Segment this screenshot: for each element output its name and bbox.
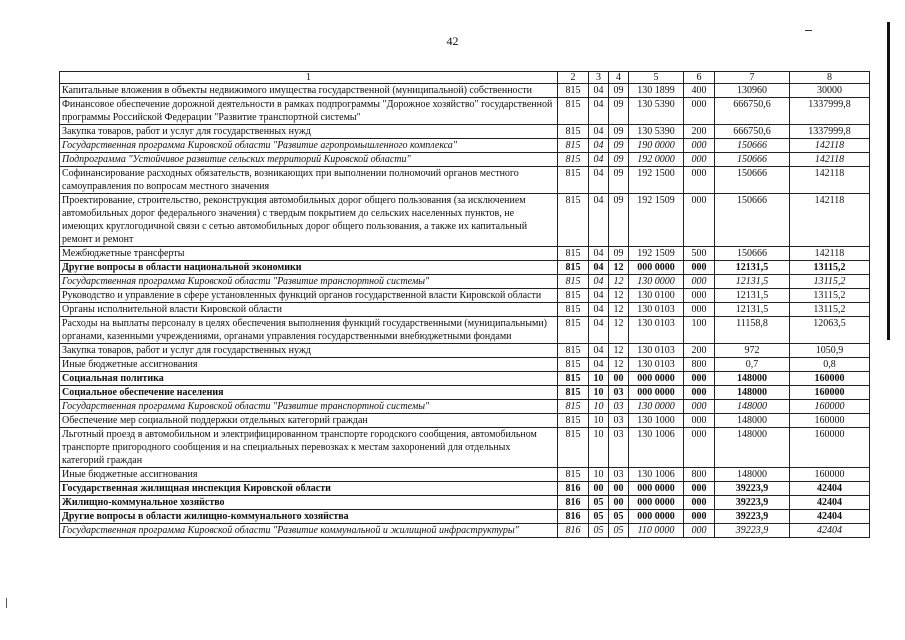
cell-subsection: 03	[609, 468, 629, 482]
cell-expense-type: 000	[684, 289, 715, 303]
cell-amount-2016: 142118	[790, 167, 870, 194]
table-row	[60, 372, 870, 386]
cell-subsection: 12	[609, 358, 629, 372]
cell-description: Государственная жилищная инспекция Кировской области	[60, 482, 558, 496]
cell-amount-2015: 12131,5	[715, 303, 790, 317]
cell-chapter: 815	[558, 317, 589, 344]
cell-target-article: 000 0000	[629, 482, 684, 496]
cell-subsection: 12	[609, 303, 629, 317]
cell-amount-2015: 148000	[715, 372, 790, 386]
cell-description: Органы исполнительной власти Кировской области	[60, 303, 558, 317]
cell-expense-type: 400	[684, 84, 715, 98]
cell-amount-2016: 160000	[790, 386, 870, 400]
cell-section: 04	[589, 167, 609, 194]
page-number: 42	[446, 34, 459, 48]
cell-target-article: 130 1000	[629, 414, 684, 428]
cell-expense-type: 800	[684, 468, 715, 482]
cell-amount-2016: 142118	[790, 139, 870, 153]
table-row	[60, 303, 870, 317]
cell-amount-2016: 160000	[790, 400, 870, 414]
cell-amount-2015: 148000	[715, 414, 790, 428]
cell-section: 04	[589, 125, 609, 139]
cell-description: Закупка товаров, работ и услуг для государственных нужд	[60, 344, 558, 358]
cell-amount-2016: 1337999,8	[790, 125, 870, 139]
cell-description: Проектирование, строительство, реконструкция автомобильных дорог общего пользования (за исключением автомобильных дорог федерального значения) с твердым покрытием до сельских населенных пунктов, не имеющих круглогодичной связи с сетью автомобильных дорог общего пользования, а также их капитальный ремонт и ремонт	[60, 194, 558, 247]
cell-subsection: 05	[609, 524, 629, 538]
cell-chapter: 816	[558, 496, 589, 510]
cell-amount-2016: 42404	[790, 496, 870, 510]
table-row	[60, 153, 870, 167]
cell-subsection: 09	[609, 125, 629, 139]
table-row	[60, 98, 870, 125]
cell-amount-2016: 1050,9	[790, 344, 870, 358]
cell-chapter: 815	[558, 386, 589, 400]
cell-chapter: 815	[558, 139, 589, 153]
cell-amount-2015: 150666	[715, 194, 790, 247]
scan-dash-mark	[805, 30, 812, 31]
cell-amount-2016: 13115,2	[790, 261, 870, 275]
header-col-7: 7	[715, 72, 790, 84]
table-row	[60, 84, 870, 98]
cell-expense-type: 000	[684, 386, 715, 400]
cell-target-article: 130 0103	[629, 344, 684, 358]
table-row	[60, 482, 870, 496]
cell-expense-type: 000	[684, 167, 715, 194]
cell-amount-2015: 150666	[715, 167, 790, 194]
table-row	[60, 510, 870, 524]
cell-amount-2016: 160000	[790, 414, 870, 428]
cell-description: Иные бюджетные ассигнования	[60, 358, 558, 372]
cell-amount-2015: 148000	[715, 400, 790, 414]
table-row	[60, 468, 870, 482]
cell-subsection: 09	[609, 194, 629, 247]
cell-expense-type: 000	[684, 153, 715, 167]
cell-section: 04	[589, 358, 609, 372]
cell-target-article: 130 1006	[629, 468, 684, 482]
cell-amount-2016: 13115,2	[790, 275, 870, 289]
cell-target-article: 130 1006	[629, 428, 684, 468]
cell-subsection: 05	[609, 510, 629, 524]
cell-description: Подпрограмма "Устойчивое развитие сельских территорий Кировской области"	[60, 153, 558, 167]
cell-section: 00	[589, 482, 609, 496]
cell-chapter: 815	[558, 98, 589, 125]
cell-amount-2015: 150666	[715, 139, 790, 153]
cell-amount-2016: 142118	[790, 247, 870, 261]
cell-expense-type: 000	[684, 275, 715, 289]
table-row	[60, 317, 870, 344]
cell-subsection: 12	[609, 289, 629, 303]
cell-description: Закупка товаров, работ и услуг для государственных нужд	[60, 125, 558, 139]
cell-description: Иные бюджетные ассигнования	[60, 468, 558, 482]
cell-target-article: 000 0000	[629, 510, 684, 524]
table-row	[60, 194, 870, 247]
cell-amount-2015: 148000	[715, 468, 790, 482]
cell-target-article: 130 0103	[629, 317, 684, 344]
table-row	[60, 275, 870, 289]
cell-expense-type: 100	[684, 317, 715, 344]
cell-description: Другие вопросы в области жилищно-коммунального хозяйства	[60, 510, 558, 524]
cell-expense-type: 000	[684, 524, 715, 538]
table-row	[60, 386, 870, 400]
cell-section: 10	[589, 414, 609, 428]
cell-amount-2016: 42404	[790, 482, 870, 496]
cell-amount-2016: 142118	[790, 194, 870, 247]
cell-expense-type: 000	[684, 194, 715, 247]
cell-description: Государственная программа Кировской области "Развитие коммунальной и жилищной инфраструктуры"	[60, 524, 558, 538]
cell-expense-type: 200	[684, 125, 715, 139]
budget-table	[59, 71, 870, 538]
cell-amount-2016: 1337999,8	[790, 98, 870, 125]
cell-subsection: 09	[609, 84, 629, 98]
cell-target-article: 192 1500	[629, 167, 684, 194]
cell-amount-2015: 39223,9	[715, 482, 790, 496]
cell-section: 04	[589, 289, 609, 303]
cell-expense-type: 000	[684, 139, 715, 153]
cell-chapter: 815	[558, 303, 589, 317]
cell-description: Социальное обеспечение населения	[60, 386, 558, 400]
cell-target-article: 130 5390	[629, 98, 684, 125]
cell-expense-type: 800	[684, 358, 715, 372]
cell-subsection: 03	[609, 414, 629, 428]
cell-description: Государственная программа Кировской области "Развитие транспортной системы"	[60, 275, 558, 289]
cell-amount-2015: 972	[715, 344, 790, 358]
cell-subsection: 03	[609, 386, 629, 400]
cell-chapter: 815	[558, 344, 589, 358]
cell-subsection: 09	[609, 98, 629, 125]
cell-section: 04	[589, 303, 609, 317]
cell-amount-2016: 13115,2	[790, 289, 870, 303]
cell-description: Социальная политика	[60, 372, 558, 386]
cell-chapter: 815	[558, 358, 589, 372]
cell-chapter: 815	[558, 167, 589, 194]
cell-section: 10	[589, 468, 609, 482]
cell-subsection: 09	[609, 167, 629, 194]
cell-expense-type: 000	[684, 496, 715, 510]
cell-chapter: 815	[558, 400, 589, 414]
cell-subsection: 03	[609, 400, 629, 414]
cell-section: 05	[589, 524, 609, 538]
header-col-3: 3	[589, 72, 609, 84]
cell-section: 05	[589, 496, 609, 510]
cell-subsection: 09	[609, 153, 629, 167]
cell-section: 04	[589, 275, 609, 289]
cell-amount-2016: 42404	[790, 510, 870, 524]
cell-expense-type: 000	[684, 428, 715, 468]
cell-section: 10	[589, 386, 609, 400]
cell-chapter: 815	[558, 275, 589, 289]
cell-target-article: 192 0000	[629, 153, 684, 167]
cell-amount-2015: 12131,5	[715, 289, 790, 303]
table-row	[60, 247, 870, 261]
cell-expense-type: 000	[684, 98, 715, 125]
cell-expense-type: 500	[684, 247, 715, 261]
cell-amount-2016: 160000	[790, 428, 870, 468]
cell-description: Финансовое обеспечение дорожной деятельности в рамках подпрограммы "Дорожное хозяйство" государственной программы Российской Федерации "Развитие транспортной системы"	[60, 98, 558, 125]
header-col-8: 8	[790, 72, 870, 84]
cell-amount-2015: 12131,5	[715, 275, 790, 289]
cell-section: 10	[589, 372, 609, 386]
cell-target-article: 000 0000	[629, 386, 684, 400]
cell-expense-type: 000	[684, 303, 715, 317]
cell-description: Межбюджетные трансферты	[60, 247, 558, 261]
cell-target-article: 000 0000	[629, 496, 684, 510]
cell-subsection: 09	[609, 139, 629, 153]
cell-section: 04	[589, 84, 609, 98]
cell-chapter: 815	[558, 428, 589, 468]
cell-description: Льготный проезд в автомобильном и электрифицированном транспорте городского сообщения, автомобильном транспорте пригородного сообщения и на специальных перевозках к местам захоронений для отдельных категорий граждан	[60, 428, 558, 468]
cell-subsection: 00	[609, 372, 629, 386]
cell-chapter: 816	[558, 524, 589, 538]
cell-chapter: 815	[558, 194, 589, 247]
cell-section: 04	[589, 139, 609, 153]
cell-subsection: 09	[609, 247, 629, 261]
table-row	[60, 400, 870, 414]
cell-chapter: 815	[558, 372, 589, 386]
cell-target-article: 000 0000	[629, 372, 684, 386]
cell-expense-type: 000	[684, 400, 715, 414]
cell-amount-2015: 39223,9	[715, 496, 790, 510]
cell-description: Обеспечение мер социальной поддержки отдельных категорий граждан	[60, 414, 558, 428]
cell-amount-2016: 13115,2	[790, 303, 870, 317]
cell-description: Государственная программа Кировской области "Развитие агропромышленного комплекса"	[60, 139, 558, 153]
cell-subsection: 12	[609, 317, 629, 344]
cell-subsection: 12	[609, 344, 629, 358]
scan-left-mark	[6, 598, 7, 608]
cell-chapter: 815	[558, 247, 589, 261]
table-row	[60, 358, 870, 372]
cell-target-article: 192 1509	[629, 194, 684, 247]
cell-target-article: 192 1509	[629, 247, 684, 261]
cell-chapter: 815	[558, 289, 589, 303]
scan-edge-bar	[887, 22, 890, 340]
cell-subsection: 12	[609, 275, 629, 289]
table-row	[60, 414, 870, 428]
cell-amount-2015: 666750,6	[715, 98, 790, 125]
cell-section: 04	[589, 194, 609, 247]
cell-amount-2016: 0,8	[790, 358, 870, 372]
cell-expense-type: 200	[684, 344, 715, 358]
cell-amount-2015: 11158,8	[715, 317, 790, 344]
cell-description: Жилищно-коммунальное хозяйство	[60, 496, 558, 510]
cell-amount-2015: 150666	[715, 153, 790, 167]
cell-description: Капитальные вложения в объекты недвижимого имущества государственной (муниципальной) собственности	[60, 84, 558, 98]
cell-target-article: 130 5390	[629, 125, 684, 139]
cell-expense-type: 000	[684, 261, 715, 275]
cell-amount-2016: 12063,5	[790, 317, 870, 344]
cell-target-article: 130 0100	[629, 289, 684, 303]
table-row	[60, 428, 870, 468]
cell-subsection: 03	[609, 428, 629, 468]
cell-amount-2016: 30000	[790, 84, 870, 98]
cell-subsection: 12	[609, 261, 629, 275]
header-col-5: 5	[629, 72, 684, 84]
cell-expense-type: 000	[684, 510, 715, 524]
cell-chapter: 815	[558, 84, 589, 98]
cell-section: 04	[589, 317, 609, 344]
cell-amount-2015: 39223,9	[715, 524, 790, 538]
cell-section: 04	[589, 261, 609, 275]
cell-section: 05	[589, 510, 609, 524]
cell-amount-2015: 130960	[715, 84, 790, 98]
cell-chapter: 815	[558, 414, 589, 428]
cell-expense-type: 000	[684, 414, 715, 428]
table-row	[60, 524, 870, 538]
cell-amount-2015: 150666	[715, 247, 790, 261]
cell-chapter: 815	[558, 125, 589, 139]
cell-target-article: 130 0103	[629, 303, 684, 317]
table-row	[60, 261, 870, 275]
budget-table-body	[60, 72, 870, 538]
cell-chapter: 816	[558, 482, 589, 496]
cell-amount-2015: 666750,6	[715, 125, 790, 139]
cell-target-article: 130 1899	[629, 84, 684, 98]
table-row	[60, 167, 870, 194]
cell-section: 04	[589, 98, 609, 125]
cell-target-article: 130 0103	[629, 358, 684, 372]
cell-amount-2016: 42404	[790, 524, 870, 538]
header-col-4: 4	[609, 72, 629, 84]
cell-amount-2015: 0,7	[715, 358, 790, 372]
cell-amount-2015: 148000	[715, 386, 790, 400]
cell-target-article: 190 0000	[629, 139, 684, 153]
cell-description: Государственная программа Кировской области "Развитие транспортной системы"	[60, 400, 558, 414]
cell-expense-type: 000	[684, 482, 715, 496]
cell-section: 04	[589, 247, 609, 261]
header-col-6: 6	[684, 72, 715, 84]
cell-target-article: 110 0000	[629, 524, 684, 538]
header-col-2: 2	[558, 72, 589, 84]
cell-chapter: 815	[558, 261, 589, 275]
cell-amount-2015: 12131,5	[715, 261, 790, 275]
table-row	[60, 344, 870, 358]
cell-target-article: 130 0000	[629, 275, 684, 289]
cell-amount-2016: 142118	[790, 153, 870, 167]
cell-amount-2015: 39223,9	[715, 510, 790, 524]
cell-chapter: 815	[558, 153, 589, 167]
header-col-1: 1	[60, 72, 558, 84]
cell-chapter: 815	[558, 468, 589, 482]
table-row	[60, 496, 870, 510]
cell-target-article: 000 0000	[629, 261, 684, 275]
cell-section: 04	[589, 344, 609, 358]
cell-description: Расходы на выплаты персоналу в целях обеспечения выполнения функций государственными (муниципальными) органами, казенными учреждениями, органами управления государственными внебюджетными фондами	[60, 317, 558, 344]
cell-target-article: 130 0000	[629, 400, 684, 414]
cell-section: 10	[589, 428, 609, 468]
cell-description: Другие вопросы в области национальной экономики	[60, 261, 558, 275]
cell-chapter: 816	[558, 510, 589, 524]
cell-amount-2016: 160000	[790, 468, 870, 482]
cell-section: 04	[589, 153, 609, 167]
cell-description: Руководство и управление в сфере установленных функций органов государственной власти Кировской области	[60, 289, 558, 303]
table-row	[60, 125, 870, 139]
cell-description: Софинансирование расходных обязательств, возникающих при выполнении полномочий органов местного самоуправления по вопросам местного значения	[60, 167, 558, 194]
table-row	[60, 139, 870, 153]
table-header-row	[60, 72, 870, 84]
cell-subsection: 00	[609, 482, 629, 496]
cell-amount-2015: 148000	[715, 428, 790, 468]
cell-expense-type: 000	[684, 372, 715, 386]
table-row	[60, 289, 870, 303]
cell-amount-2016: 160000	[790, 372, 870, 386]
cell-section: 10	[589, 400, 609, 414]
cell-subsection: 00	[609, 496, 629, 510]
